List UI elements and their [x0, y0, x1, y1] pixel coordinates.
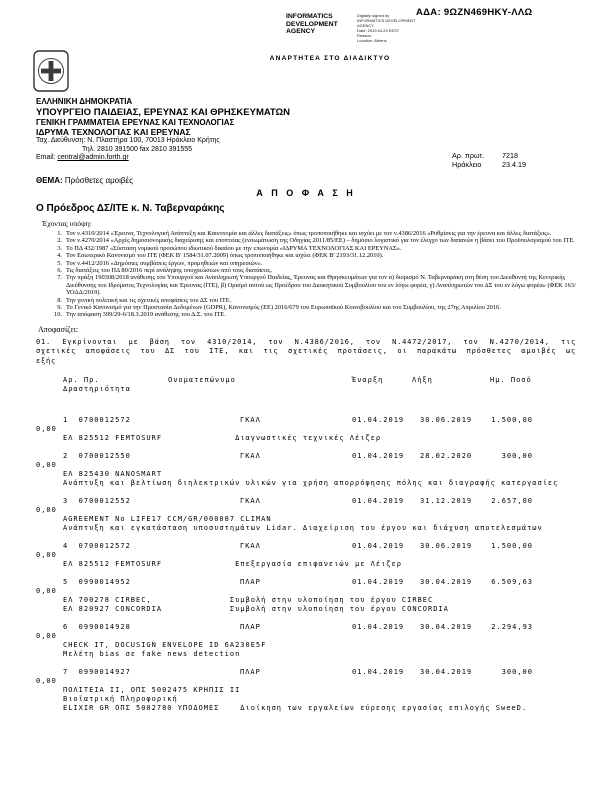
- consideration-text: Τον ν.4412/2016 «Δημόσιες συμβάσεις έργων, προμηθειών και υπηρεσιών».: [66, 259, 263, 267]
- letterhead: [36, 97, 290, 163]
- protocol-label: Αρ. πρωτ.: [452, 151, 485, 160]
- signature-detail-line: INFORMATICS DEVELOPMENT: [357, 18, 416, 23]
- row-name-cell: ΠΛΑΡ: [240, 668, 261, 677]
- header-col-activity: Δραστηριότητα: [63, 385, 131, 394]
- having-regard-label: Έχοντας υπόψη:: [42, 219, 92, 228]
- signature-details: [357, 13, 435, 43]
- table-row: [36, 452, 576, 488]
- protocol-block: [452, 151, 526, 169]
- row-detail-line: Βιοϊατρική Πληροφορική: [63, 695, 178, 704]
- approvals-table: [36, 376, 576, 713]
- signature-detail-line: Reason:: [357, 33, 372, 38]
- consideration-text: Την απόφαση 399/29-6/18.3.2019 ανάθεσης του Δ.Σ. του ΙΤΕ.: [66, 311, 226, 319]
- row-id-cell: 2 0700012550: [63, 452, 131, 461]
- subject-text: Πρόσθετες αμοιβές: [64, 176, 133, 185]
- subject-line: [36, 176, 576, 185]
- row-amount: 1.500,00: [491, 542, 533, 551]
- consideration-item: [46, 311, 576, 318]
- row-end-date: 30.06.2019: [420, 542, 473, 551]
- consideration-text: Τον ν.4310/2014 «Έρευνα, Τεχνολογική Ανάπτυξη και Καινοτομία και άλλες διατάξεις» όπως τροποποιήθηκε και ισχύει με τον ν.4386/2016 «Ρυθμίσεις για την έρευνα και άλλες διατάξεις».: [66, 230, 552, 237]
- consideration-number: 9.: [57, 304, 62, 312]
- row-end-date: 30.04.2019: [420, 578, 473, 587]
- row-detail-line: CHECK IT, DOCUSIGN ENVELOPE ID 6A230E5F: [63, 641, 267, 650]
- row-secondary-amount: 0,00: [36, 425, 57, 434]
- place-label: Ηράκλειο: [452, 160, 482, 169]
- consideration-number: 6.: [57, 267, 62, 275]
- consideration-text: Το Γενικό Κανονισμό για την Προστασία Δεδομένων (GDPR), Κανονισμός (ΕΕ) 2016/679 του Ευρωπαϊκού Κοινοβουλίου και του Συμβουλίου, της 27ης Απριλίου 2016.: [66, 304, 501, 312]
- email-label: Email:: [36, 154, 56, 162]
- row-start-date: 01.04.2019: [352, 416, 405, 425]
- digital-signature-stamp: [286, 13, 435, 43]
- table-row: [36, 623, 576, 659]
- consideration-number: 3.: [57, 244, 62, 252]
- phone-line: Τηλ. 2810 391500 fax 2810 391555: [82, 145, 193, 153]
- row-amount: 2.657,00: [491, 497, 533, 506]
- consideration-item: [46, 260, 576, 267]
- row-detail-line: Ανάπτυξη και βελτίωση διηλεκτρικών υλικών για χρήση απορρόφησης πόλης και διαγραφής κατεργασίες: [63, 479, 559, 488]
- row-secondary-amount: 0,00: [36, 461, 57, 470]
- row-id-cell: 6 0990014928: [63, 623, 131, 632]
- row-secondary-amount: 0,00: [36, 506, 57, 515]
- row-end-date: 28.02.2020: [420, 452, 473, 461]
- ada-code: ΑΔΑ: 9ΩΖΝ469ΗΚΥ-ΛΛΩ: [416, 7, 533, 18]
- table-row: [36, 542, 576, 569]
- row-start-date: 01.04.2019: [352, 497, 405, 506]
- consideration-item: [46, 267, 576, 274]
- table-row: [36, 497, 576, 533]
- row-name-cell: ΓΚΑΛ: [240, 542, 261, 551]
- header-col-number: Αρ. Πρ.: [63, 376, 100, 385]
- row-amount: 1.500,00: [491, 416, 533, 425]
- row-detail-line: ΕΛ 825430 NANOSMART: [63, 470, 163, 479]
- president-line: Ο Πρόεδρος ΔΣ/ΙΤΕ κ. Ν. Ταβερναράκης: [36, 203, 225, 214]
- consideration-text: Την γενική πολιτική και τις σχετικές αποφάσεις του ΔΣ του ΙΤΕ.: [66, 296, 232, 304]
- decision-paragraph: 01. Εγκρίνονται με βάση τον 4310/2014, τον Ν.4386/2016, τον Ν.4472/2017, τον Ν.4270/2014, τις σχετικές αποφάσεις του ΔΣ του ΙΤΕ, και τις σχετικές προτάσεις, οι παρακάτω πρόσθετες αμοιβές ως εξής: [36, 337, 576, 365]
- row-secondary-amount: 0,00: [36, 632, 57, 641]
- signature-agency-name: INFORMATICS DEVELOPMENT AGENCY: [286, 13, 338, 36]
- signature-detail-line: Location: Athens: [357, 38, 387, 43]
- ministry-line: ΥΠΟΥΡΓΕΙΟ ΠΑΙΔΕΙΑΣ, ΕΡΕΥΝΑΣ ΚΑΙ ΘΡΗΣΚΕΥΜΑΤΩΝ: [36, 106, 291, 118]
- table-row: [36, 668, 576, 713]
- row-name-cell: ΓΚΑΛ: [240, 452, 261, 461]
- consideration-item: [46, 274, 576, 296]
- consideration-number: 5.: [57, 259, 62, 267]
- header-col-amount: Ημ. Ποσό: [490, 376, 532, 385]
- posted-on-internet-label: ΑΝΑΡΤΗΤΕΑ ΣΤΟ ΔΙΑΔΙΚΤΥΟ: [269, 55, 391, 62]
- consideration-number: 10.: [54, 311, 62, 319]
- decides-label: Αποφασίζει:: [38, 324, 79, 334]
- row-amount: 6.509,63: [491, 578, 533, 587]
- row-detail-line: ELIXIR GR ΟΠΣ 5002780 ΥΠΟΔΟΜΕΣ Διοίκηση των εργαλείων εύρεσης εργασίας επιλογής SweeD.: [63, 704, 528, 713]
- row-secondary-amount: 0,00: [36, 587, 57, 596]
- table-row: [36, 416, 576, 443]
- protocol-value: 7218: [502, 151, 518, 160]
- consideration-text: Τον Εσωτερικό Κανονισμό του ΙΤΕ (ΦΕΚ Β' 1584/31.07.2009) όπως τροποποιήθηκε και ισχύει (ΦΕΚ Β' 2193/31.12.2010).: [66, 252, 384, 260]
- row-id-cell: 7 0990014927: [63, 668, 131, 677]
- row-start-date: 01.04.2019: [352, 623, 405, 632]
- row-secondary-amount: 0,00: [36, 551, 57, 560]
- row-detail-line: ΕΛ 825512 FEMTOSURF Επεξεργασία επιφανειών με Λέιζερ: [63, 560, 402, 569]
- row-id-cell: 3 0700012552: [63, 497, 131, 506]
- row-name-cell: ΓΚΑΛ: [240, 416, 261, 425]
- consideration-item: [46, 304, 576, 311]
- consideration-number: 2.: [57, 237, 62, 245]
- row-id-cell: 1 0700012572: [63, 416, 131, 425]
- consideration-item: [46, 245, 576, 252]
- approvals-rows: [36, 416, 576, 713]
- considerations-list: [36, 230, 576, 319]
- signature-detail-line: Date: 2019.04.24 EEST: [357, 28, 400, 33]
- signature-detail-line: AGENCY: [357, 23, 374, 28]
- coat-of-arms-icon: [33, 50, 69, 97]
- consideration-item: [46, 230, 576, 237]
- row-detail-line: AGREEMENT No LIFE17 CCM/GR/000087 CLIMAN: [63, 515, 272, 524]
- document-body: [36, 176, 576, 722]
- row-end-date: 30.04.2019: [420, 668, 473, 677]
- table-row: [36, 578, 576, 614]
- row-detail-line: Μελέτη bias σε fake news detection: [63, 650, 241, 659]
- consideration-number: 4.: [57, 252, 62, 260]
- consideration-text: Τις διατάξεις του ΠΔ 80/2016 περί ανάληψης υποχρεώσεων από τους διατάκτες.: [66, 267, 273, 275]
- row-detail-line: ΕΛ 825512 FEMTOSURF Διαγνωστικές τεχνικές Λέιζερ: [63, 434, 382, 443]
- row-end-date: 31.12.2019: [420, 497, 473, 506]
- header-col-name: Ονοματεπώνυμο: [168, 376, 236, 385]
- row-id-cell: 5 0990014952: [63, 578, 131, 587]
- row-name-cell: ΠΛΑΡ: [240, 578, 261, 587]
- consideration-text: Το ΠΔ 432/1987 «Σύσταση νομικού προσώπου ιδιωτικού δικαίου με την επωνυμία «ΙΔΡΥΜΑ ΤΕΧΝΟΛΟΓΙΑΣ ΚΑΙ ΕΡΕΥΝΑΣ».: [66, 244, 402, 252]
- row-start-date: 01.04.2019: [352, 668, 405, 677]
- row-amount: 2.294,93: [491, 623, 533, 632]
- row-amount: 300,00: [501, 668, 533, 677]
- row-detail-line: ΠΟΛΙΤΕΙΑ ΙΙ, ΟΠΣ 5002475 ΚΡΗΠΙΣ ΙΙ: [63, 686, 241, 695]
- row-detail-line: Ανάπτυξη και εγκατάσταση υποσυστημάτων Lidar. Διαχείριση του έργου και διάχυση αποτελεσμάτων: [63, 524, 543, 533]
- row-secondary-amount: 0,00: [36, 677, 57, 686]
- secretariat-line: ΓΕΝΙΚΗ ΓΡΑΜΜΑΤΕΙΑ ΕΡΕΥΝΑΣ ΚΑΙ ΤΕΧΝΟΛΟΓΙΑΣ: [36, 117, 235, 127]
- row-end-date: 30.06.2019: [420, 416, 473, 425]
- subject-label: ΘΕΜΑ:: [36, 176, 63, 185]
- row-start-date: 01.04.2019: [352, 452, 405, 461]
- consideration-text: Την πράξη 190308/2018 ανάθεσης του Υπουργού και Αναπληρωτή Υπουργού Παιδείας, Έρευνας και Θρησκευμάτων για τον α) διορισμό Ν. Ταβερναράκη στη θέση του Διευθυντή της Κεντρικής Διεύθυνσης του Ιδρύματος Τεχνολογίας και Έρευνας (ΙΤΕ), β) Ορισμό αυτού ως Προέδρου του Διοικητικού Συμβουλίου του εν λόγω φορέα, γ) Αναπληρωτών του ΔΣ του εν λόγω φορέα» (ΦΕΚ 163/ΥΟΔΔ/2019).: [66, 274, 576, 297]
- row-detail-line: ΕΛ 700278 CIRBEC, Συμβολή στην υλοποίηση του έργου CIRBEC: [63, 596, 434, 605]
- email-line: [36, 154, 290, 163]
- address-line: Ταχ. Διεύθυνση: Ν. Πλαστήρα 100, 70013 Ηράκλειο Κρήτης: [36, 137, 220, 144]
- row-start-date: 01.04.2019: [352, 542, 405, 551]
- consideration-number: 1.: [57, 230, 62, 237]
- row-start-date: 01.04.2019: [352, 578, 405, 587]
- consideration-item: [46, 237, 576, 244]
- decision-title: Α Π Ο Φ Α Σ Η: [256, 188, 356, 198]
- email-link[interactable]: central@admin.forth.gr: [57, 154, 129, 162]
- row-id-cell: 4 0700012572: [63, 542, 131, 551]
- row-end-date: 30.04.2019: [420, 623, 473, 632]
- header-col-start: Έναρξη: [352, 376, 384, 385]
- protocol-number-row: [452, 151, 526, 160]
- row-name-cell: ΓΚΑΛ: [240, 497, 261, 506]
- row-name-cell: ΠΛΑΡ: [240, 623, 261, 632]
- date-value: 23.4.19: [502, 160, 526, 169]
- table-header-row: [36, 376, 560, 385]
- consideration-number: 7.: [57, 274, 62, 282]
- row-detail-line: ΕΛ 820927 CONCORDIA Συμβολή στην υλοποίηση του έργου CONCORDIA: [63, 605, 449, 614]
- header-col-end: Λήξη: [412, 376, 433, 385]
- consideration-item: [46, 252, 576, 259]
- institute-line: ΙΔΡΥΜΑ ΤΕΧΝΟΛΟΓΙΑΣ ΚΑΙ ΕΡΕΥΝΑΣ: [36, 127, 191, 137]
- republic-line: ΕΛΛΗΝΙΚΗ ΔΗΜΟΚΡΑΤΙΑ: [36, 97, 133, 106]
- consideration-item: [46, 297, 576, 304]
- signature-detail-line: Digitally signed by: [357, 13, 390, 18]
- row-amount: 300,00: [501, 452, 533, 461]
- date-row: [452, 160, 526, 169]
- consideration-text: Τον ν.4270/2014 «Αρχές δημοσιονομικής διαχείρισης και εποπτείας (ενσωμάτωση της Οδηγίας 2011/85/ΕΕ) – δημόσιο λογιστικό για τον έλεγχο των δαπανών η βάσει του Προϋπολογισμού του ΙΤΕ.: [66, 237, 575, 245]
- consideration-number: 8.: [57, 296, 62, 304]
